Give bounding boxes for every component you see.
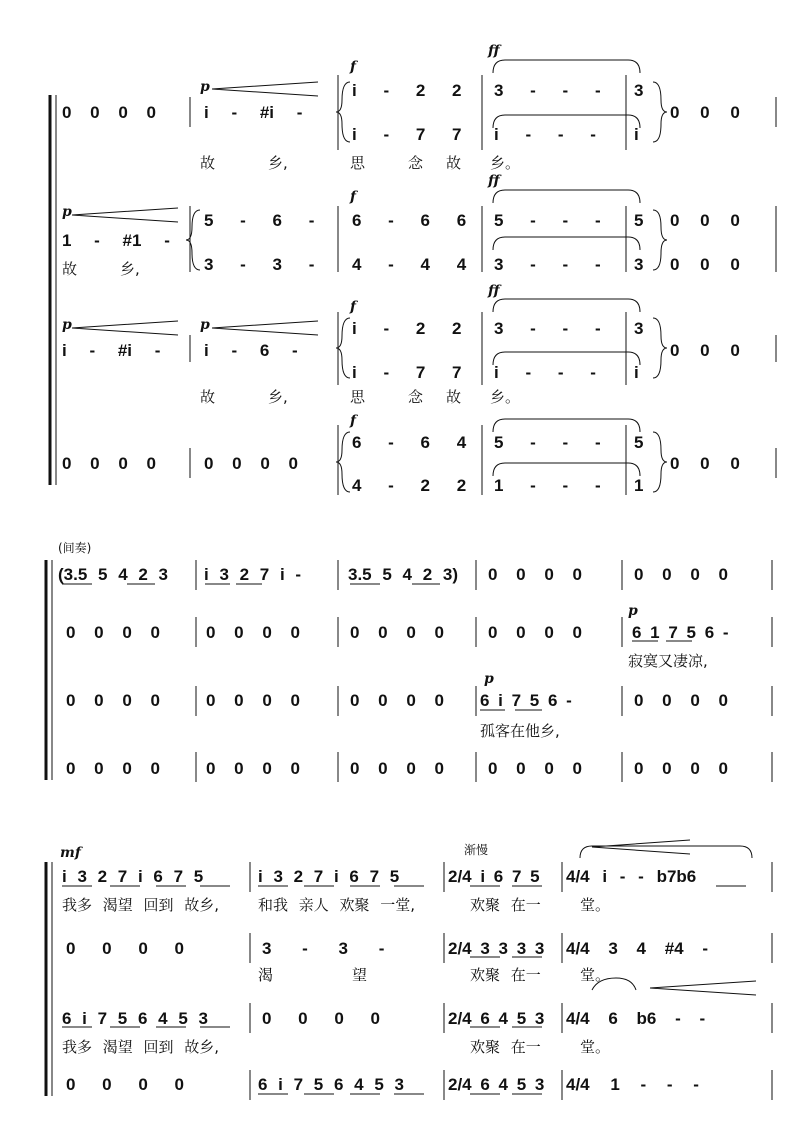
measure: 0 0 0 0 <box>204 454 298 473</box>
measure: 4/4 3 4 #4 - <box>566 939 709 958</box>
measure: 0 0 0 0 <box>488 759 582 778</box>
measure: 2/4 i 6 7 5 <box>448 867 540 886</box>
measure: i 3 2 7 i 6 7 5 <box>62 867 204 886</box>
measure: i - 6 - <box>204 341 298 360</box>
measure: (3.5 5 4 2 3 <box>58 565 169 584</box>
dynamic-p-s2r3: p <box>484 671 494 687</box>
measure: 4/4 6 b6 - - <box>566 1009 706 1028</box>
dynamic-p-s1r3: p <box>62 317 72 333</box>
measure: 0 0 0 0 <box>66 623 160 642</box>
measure: 6 - 6 4 <box>352 433 467 452</box>
measure: 0 0 0 0 <box>488 565 582 584</box>
lower-notes: 3 - 3 - <box>204 255 315 274</box>
lyric: 乡, <box>120 260 140 278</box>
measure: 0 0 0 0 <box>206 623 300 642</box>
measure: 6 i 7 5 6 - <box>480 691 572 710</box>
dynamic-f-s1r4: f <box>350 413 357 429</box>
measure: 0 0 0 <box>670 211 740 230</box>
measure: 1 - #1 - <box>62 231 170 250</box>
lower-notes: i - - - <box>494 363 596 382</box>
lower-notes: i - - - <box>494 125 596 144</box>
measure: 3 - 3 - <box>262 939 385 958</box>
lyric: 思 <box>350 154 366 172</box>
measure: 2/4 6 4 5 3 <box>448 1009 545 1028</box>
lyric: 堂。 <box>580 896 611 914</box>
lyric: 欢聚 在一 <box>470 1038 541 1056</box>
lyric: 堂。 <box>580 966 611 984</box>
measure: 6 - 6 6 <box>352 211 467 230</box>
measure: 0 0 0 0 <box>66 939 184 958</box>
measure: 0 0 0 0 <box>350 623 444 642</box>
lower-notes: 1 - - - <box>494 476 601 495</box>
measure: 5 <box>634 211 644 230</box>
measure: 5 - - - <box>494 211 601 230</box>
measure: i - 2 2 <box>352 319 462 338</box>
measure: 0 0 0 <box>670 454 740 473</box>
measure: i - 2 2 <box>352 81 462 100</box>
measure: 6 1 7 5 6 - <box>632 623 729 642</box>
lyric: 故 <box>446 388 462 406</box>
lyric: 故 <box>200 388 216 406</box>
measure: i - #i - <box>62 341 161 360</box>
lower-notes: 4 - 2 2 <box>352 476 467 495</box>
lower-notes: 4 - 4 4 <box>352 255 467 274</box>
lower-notes: 3 <box>634 255 644 274</box>
measure: i 3 2 7 i - <box>204 565 302 584</box>
measure: 3 <box>634 81 644 100</box>
lower-notes: 1 <box>634 476 644 495</box>
lower-notes: 3 - - - <box>494 255 601 274</box>
lyric: 故 <box>446 154 462 172</box>
lyric: 故 <box>62 260 78 278</box>
measure: 0 0 0 0 <box>62 103 156 122</box>
measure: 0 0 0 0 <box>66 759 160 778</box>
lyric: 乡。 <box>490 388 521 406</box>
measure: 5 - - - <box>494 433 601 452</box>
lyric: 渴 <box>258 966 274 984</box>
dynamic-ff-s1r3: ff <box>488 283 500 299</box>
measure: 0 0 0 <box>670 341 740 360</box>
measure: 3.5 5 4 2 3) <box>348 565 459 584</box>
lyric: 故 <box>200 154 216 172</box>
measure: 0 0 0 0 <box>206 759 300 778</box>
measure: 4/4 1 - - - <box>566 1075 699 1094</box>
lyric: 望 <box>352 966 368 984</box>
lower-notes: 0 0 0 <box>670 255 740 274</box>
lyric: 寂寞又凄凉, <box>628 652 708 670</box>
measure: 0 0 0 0 <box>66 1075 184 1094</box>
lower-notes: i <box>634 125 639 144</box>
measure: 6 i 7 5 6 4 5 3 <box>62 1009 208 1028</box>
measure: 4/4 i - - b7b6 <box>566 867 697 886</box>
dynamic-f-s1r3: f <box>350 299 357 315</box>
lyric: 欢聚 在一 <box>470 896 541 914</box>
measure: 0 0 0 0 <box>634 565 728 584</box>
dynamic-p-s1r1: p <box>200 79 210 95</box>
lyric: 思 <box>350 388 366 406</box>
measure: 0 0 0 0 <box>62 454 156 473</box>
measure: 0 0 0 0 <box>350 691 444 710</box>
measure: 0 0 0 0 <box>66 691 160 710</box>
measure: 3 - - - <box>494 81 601 100</box>
measure: 0 0 0 0 <box>262 1009 380 1028</box>
lyric: 和我 亲人 欢聚 一堂, <box>258 896 416 914</box>
lyric: 乡。 <box>490 154 521 172</box>
measure: 3 <box>634 319 644 338</box>
lyric: 我多 渴望 回到 故乡, <box>62 896 220 914</box>
measure: 6 i 7 5 6 4 5 3 <box>258 1075 404 1094</box>
measure: 2/4 6 4 5 3 <box>448 1075 545 1094</box>
measure: 0 0 0 0 <box>634 759 728 778</box>
measure: 3 - - - <box>494 319 601 338</box>
lyric: 乡, <box>268 154 288 172</box>
dynamic-f-s1r2: f <box>350 189 357 205</box>
measure: 0 0 0 0 <box>634 691 728 710</box>
dynamic-p-s1r2: p <box>62 204 72 220</box>
lyric: 孤客在他乡, <box>480 722 560 740</box>
measure: 5 - 6 - <box>204 211 315 230</box>
measure: 0 0 0 <box>670 103 740 122</box>
lower-notes: i - 7 7 <box>352 125 462 144</box>
lower-notes: i - 7 7 <box>352 363 462 382</box>
dynamic-f-s1r1: f <box>350 59 357 75</box>
lyric: 堂。 <box>580 1038 611 1056</box>
lyric: 乡, <box>268 388 288 406</box>
dynamic-ff-s1r2: ff <box>488 173 500 189</box>
measure: 5 <box>634 433 644 452</box>
lyric: 念 <box>408 154 424 172</box>
tempo-mark: 渐慢 <box>464 843 489 857</box>
dynamic-p-s2r2: p <box>628 603 638 619</box>
measure: 0 0 0 0 <box>488 623 582 642</box>
lower-notes: i <box>634 363 639 382</box>
measure: 0 0 0 0 <box>350 759 444 778</box>
measure: i - #i - <box>204 103 303 122</box>
dynamic-p-s1r3b: p <box>200 317 210 333</box>
lyric: 我多 渴望 回到 故乡, <box>62 1038 220 1056</box>
interlude-label: (间奏) <box>58 541 92 555</box>
lyric: 欢聚 在一 <box>470 966 541 984</box>
dynamic-ff-s1r1: ff <box>488 43 500 59</box>
lyric: 念 <box>408 388 424 406</box>
measure: 0 0 0 0 <box>206 691 300 710</box>
measure: 2/4 3 3 3 3 <box>448 939 545 958</box>
measure: i 3 2 7 i 6 7 5 <box>258 867 400 886</box>
dynamic-mf: mf <box>60 845 81 861</box>
